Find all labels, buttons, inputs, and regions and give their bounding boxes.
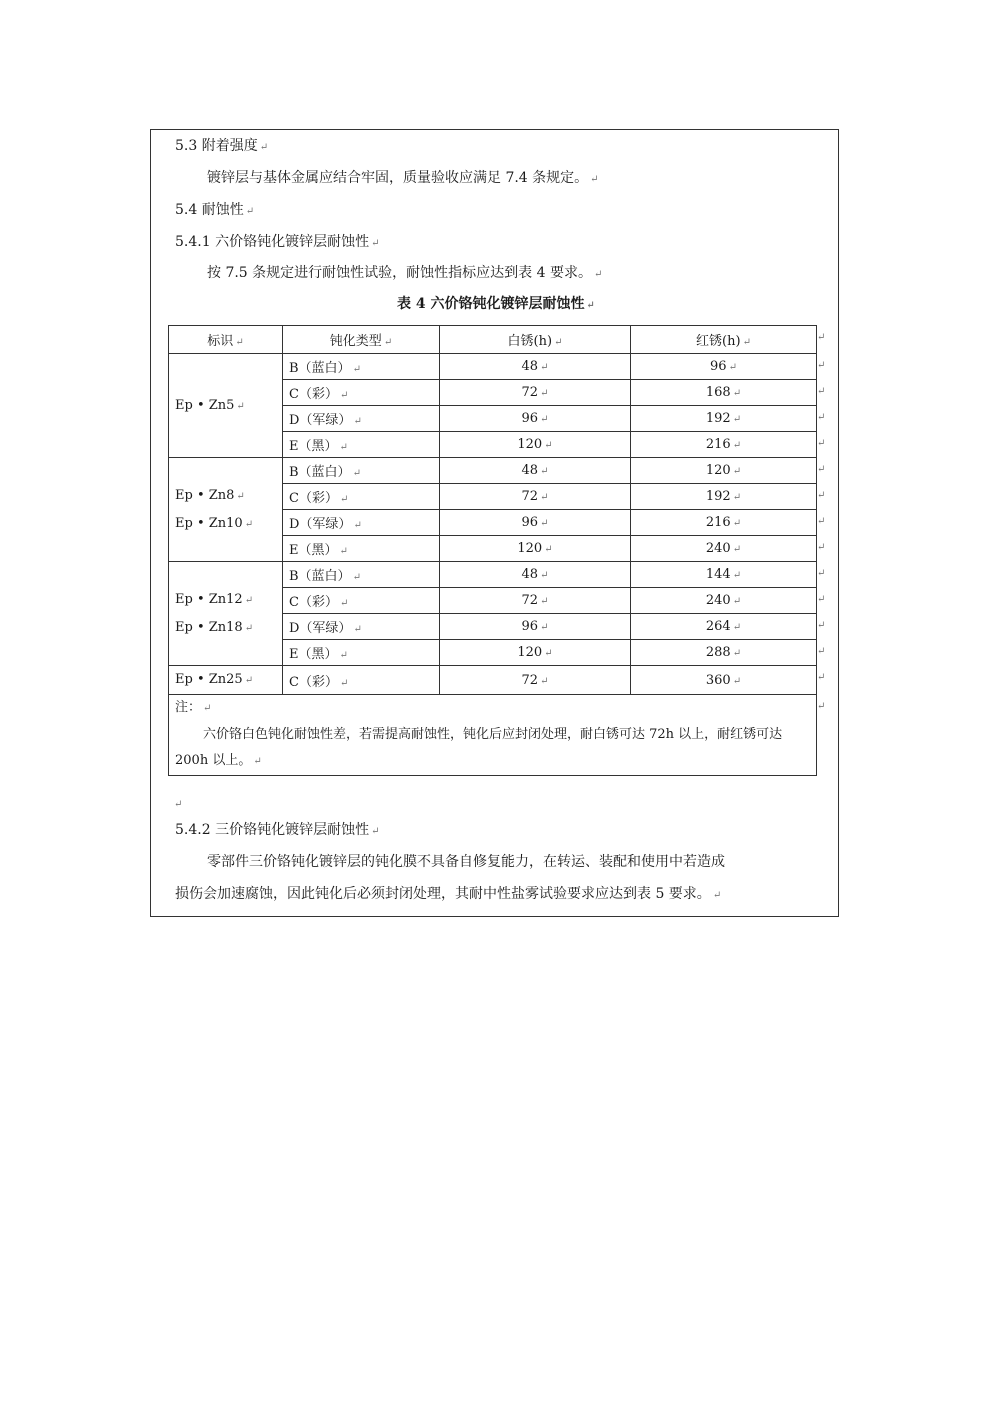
passivation-type-cell: D（军绿） ↵: [283, 406, 440, 432]
passivation-type-cell: D（军绿） ↵: [283, 614, 440, 640]
table-row: [169, 562, 817, 588]
red-rust-cell: 240 ↵: [631, 588, 817, 614]
header-passivation-type: 钝化类型 ↵: [283, 326, 440, 354]
table-row: [169, 458, 817, 484]
corrosion-resistance-table: [168, 325, 817, 776]
red-rust-cell: 192 ↵: [631, 484, 817, 510]
white-rust-cell: 72 ↵: [440, 666, 631, 695]
row-end-mark: ↵: [817, 463, 826, 475]
section-heading-5-3: 5.3 附着强度 ↵: [175, 138, 269, 154]
passivation-type-cell: C（彩） ↵: [283, 380, 440, 406]
row-end-mark: ↵: [817, 541, 826, 553]
red-rust-cell: 288 ↵: [631, 640, 817, 666]
white-rust-cell: 96 ↵: [440, 614, 631, 640]
row-end-mark: ↵: [817, 489, 826, 501]
paragraph-5-4-2-line1: 零部件三价铬钝化镀锌层的钝化膜不具备自修复能力，在转运、装配和使用中若造成: [207, 854, 725, 870]
row-end-mark: ↵: [817, 645, 826, 657]
passivation-type-cell: E（黑） ↵: [283, 432, 440, 458]
passivation-type-cell: E（黑） ↵: [283, 640, 440, 666]
table-row: [169, 354, 817, 380]
section-heading-5-4-2: 5.4.2 三价铬钝化镀锌层耐蚀性 ↵: [175, 822, 380, 838]
row-end-mark: ↵: [817, 411, 826, 423]
white-rust-cell: 48 ↵: [440, 354, 631, 380]
table-note-row: [169, 695, 817, 776]
red-rust-cell: 96 ↵: [631, 354, 817, 380]
passivation-type-cell: B（蓝白） ↵: [283, 458, 440, 484]
passivation-type-cell: C（彩） ↵: [283, 666, 440, 695]
red-rust-cell: 240 ↵: [631, 536, 817, 562]
row-end-mark: ↵: [817, 671, 826, 683]
passivation-type-cell: B（蓝白） ↵: [283, 354, 440, 380]
paragraph-5-4-2-line2: 损伤会加速腐蚀，因此钝化后必须封闭处理，其耐中性盐雾试验要求应达到表 5 要求。 ↵: [175, 886, 722, 902]
red-rust-cell: 216 ↵: [631, 432, 817, 458]
white-rust-cell: 72 ↵: [440, 380, 631, 406]
row-end-mark: ↵: [817, 437, 826, 449]
passivation-type-cell: C（彩） ↵: [283, 588, 440, 614]
passivation-type-cell: B（蓝白） ↵: [283, 562, 440, 588]
red-rust-cell: 264 ↵: [631, 614, 817, 640]
identifier-cell: [169, 562, 283, 666]
red-rust-cell: 120 ↵: [631, 458, 817, 484]
white-rust-cell: 96 ↵: [440, 510, 631, 536]
row-end-mark: ↵: [817, 515, 826, 527]
row-end-mark: ↵: [817, 359, 826, 371]
passivation-type-cell: D（军绿） ↵: [283, 510, 440, 536]
header-identifier: 标识 ↵: [169, 326, 283, 354]
identifier-text: Ep • Zn5 ↵: [175, 397, 245, 413]
paragraph-5-3: 镀锌层与基体金属应结合牢固，质量验收应满足 7.4 条规定。 ↵: [207, 170, 599, 186]
identifier-text: Ep • Zn25 ↵: [175, 672, 254, 687]
white-rust-cell: 72 ↵: [440, 484, 631, 510]
red-rust-cell: 192 ↵: [631, 406, 817, 432]
row-end-mark: ↵: [817, 593, 826, 605]
white-rust-cell: 48 ↵: [440, 458, 631, 484]
red-rust-cell: 144 ↵: [631, 562, 817, 588]
table-note: [169, 695, 817, 776]
white-rust-cell: 72 ↵: [440, 588, 631, 614]
identifier-cell: [169, 354, 283, 458]
white-rust-cell: 48 ↵: [440, 562, 631, 588]
identifier-text: Ep • Zn8 ↵: [175, 487, 245, 503]
paragraph-5-4-1: 按 7.5 条规定进行耐蚀性试验，耐蚀性指标应达到表 4 要求。 ↵: [207, 265, 603, 281]
passivation-type-cell: E（黑） ↵: [283, 536, 440, 562]
identifier-text: Ep • Zn10 ↵: [175, 515, 254, 531]
red-rust-cell: 168 ↵: [631, 380, 817, 406]
row-end-mark: ↵: [817, 700, 826, 712]
row-end-mark: ↵: [817, 619, 826, 631]
paragraph-mark-after-table: ↵: [174, 799, 183, 810]
identifier-text: Ep • Zn18 ↵: [175, 619, 254, 635]
white-rust-cell: 96 ↵: [440, 406, 631, 432]
red-rust-cell: 216 ↵: [631, 510, 817, 536]
red-rust-cell: 360 ↵: [631, 666, 817, 695]
row-end-mark: ↵: [817, 385, 826, 397]
white-rust-cell: 120 ↵: [440, 640, 631, 666]
note-text: 六价铬白色钝化耐蚀性差，若需提高耐蚀性，钝化后应封闭处理，耐白锈可达 72h 以上，耐红锈可达 200h 以上。 ↵: [175, 727, 783, 768]
section-heading-5-4: 5.4 耐蚀性 ↵: [175, 202, 255, 218]
white-rust-cell: 120 ↵: [440, 536, 631, 562]
identifier-cell: [169, 458, 283, 562]
table-row: [169, 666, 817, 695]
white-rust-cell: 120 ↵: [440, 432, 631, 458]
passivation-type-cell: C（彩） ↵: [283, 484, 440, 510]
header-red-rust: 红锈(h) ↵: [631, 326, 817, 354]
row-end-mark: ↵: [817, 567, 826, 579]
identifier-text: Ep • Zn12 ↵: [175, 591, 254, 607]
table-header-row: [169, 326, 817, 354]
section-heading-5-4-1: 5.4.1 六价铬钝化镀锌层耐蚀性 ↵: [175, 234, 380, 250]
identifier-cell: [169, 666, 283, 695]
header-white-rust: 白锈(h) ↵: [440, 326, 631, 354]
row-end-mark: ↵: [817, 331, 826, 343]
table-caption: 表 4 六价铬钝化镀锌层耐蚀性 ↵: [397, 296, 595, 312]
note-label: 注： ↵: [175, 700, 212, 715]
